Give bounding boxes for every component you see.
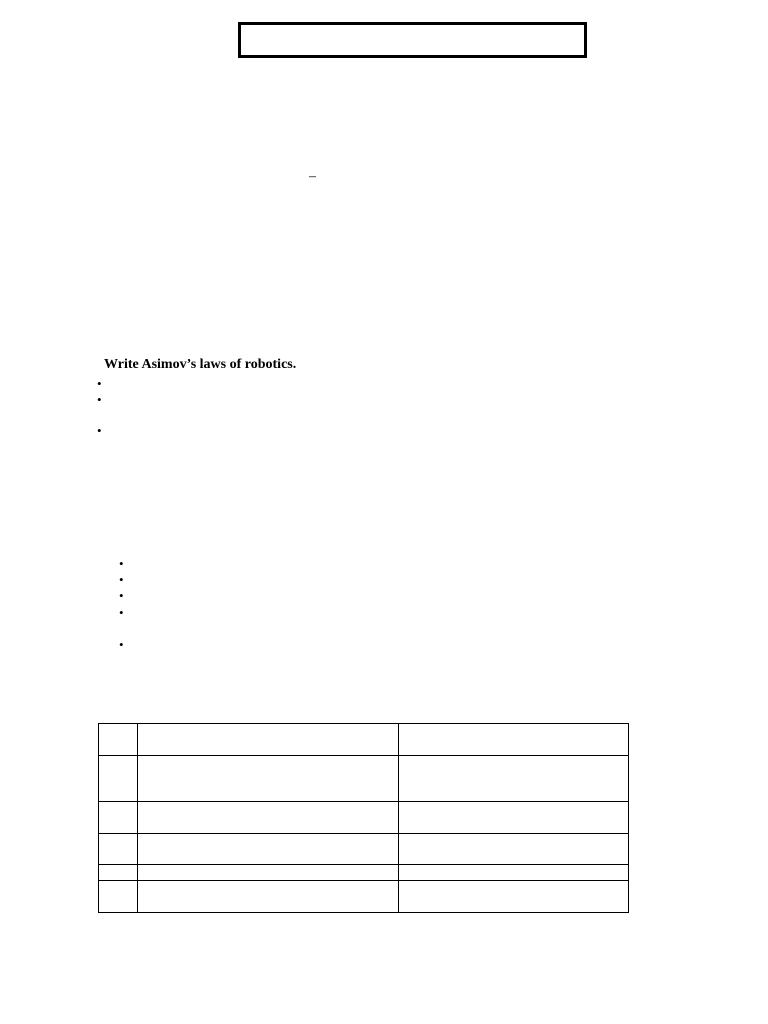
table-row bbox=[99, 802, 629, 834]
data-table bbox=[98, 723, 629, 913]
table-row bbox=[99, 834, 629, 865]
bullet-marker: • bbox=[119, 572, 124, 587]
bullet-marker: • bbox=[119, 637, 124, 652]
bullet-marker: • bbox=[119, 588, 124, 603]
table-cell bbox=[399, 802, 629, 834]
dash-mark: – bbox=[309, 169, 316, 184]
bullet-marker: • bbox=[97, 423, 102, 438]
table-cell bbox=[99, 865, 138, 881]
table-cell bbox=[138, 802, 399, 834]
table-row bbox=[99, 756, 629, 802]
table-cell bbox=[399, 756, 629, 802]
table-cell bbox=[99, 834, 138, 865]
table-cell bbox=[99, 802, 138, 834]
table-row bbox=[99, 865, 629, 881]
table-cell bbox=[399, 881, 629, 913]
table-cell bbox=[399, 865, 629, 881]
table-cell bbox=[399, 724, 629, 756]
table-cell bbox=[138, 865, 399, 881]
title-box bbox=[238, 22, 587, 58]
bullet-marker: • bbox=[119, 605, 124, 620]
bullet-marker: • bbox=[97, 376, 102, 391]
table-cell bbox=[99, 724, 138, 756]
table-cell bbox=[138, 724, 399, 756]
table-cell bbox=[99, 756, 138, 802]
table-row bbox=[99, 881, 629, 913]
table-cell bbox=[138, 756, 399, 802]
table-cell bbox=[399, 834, 629, 865]
table-cell bbox=[138, 881, 399, 913]
table-cell bbox=[138, 834, 399, 865]
table-row bbox=[99, 724, 629, 756]
table-cell bbox=[99, 881, 138, 913]
bullet-marker: • bbox=[119, 556, 124, 571]
bullet-marker: • bbox=[97, 392, 102, 407]
question-heading: Write Asimov’s laws of robotics. bbox=[104, 357, 297, 372]
